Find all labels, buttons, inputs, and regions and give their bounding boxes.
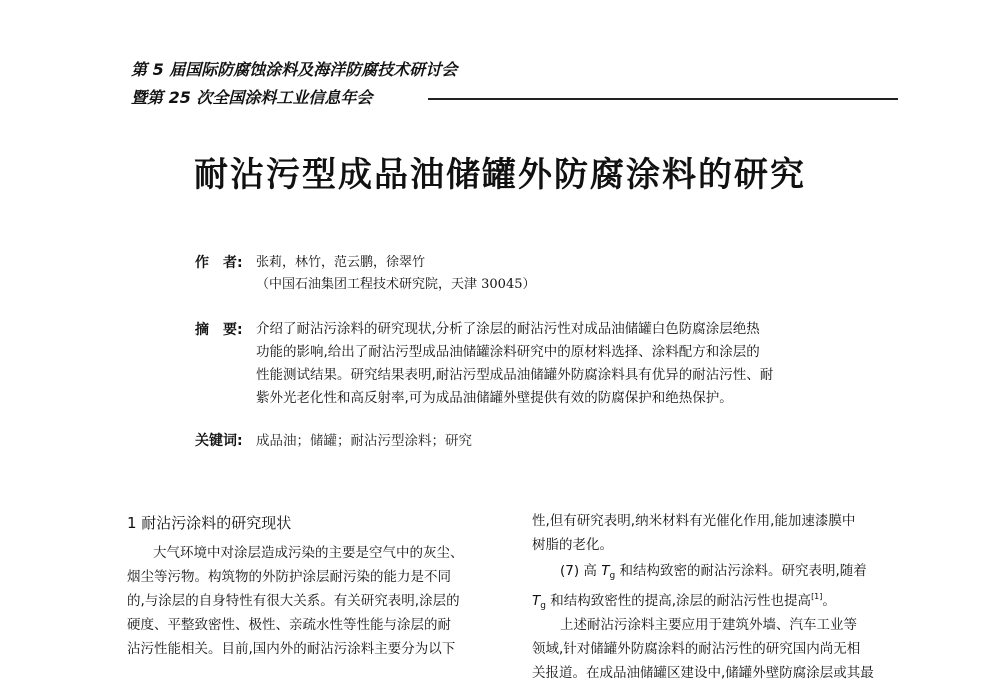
- paragraph-line: 领域,针对储罐外防腐涂料的耐沾污性的研究国内尚无相: [532, 641, 861, 657]
- paragraph-line: 硬度、平整致密性、极性、亲疏水性等性能与涂层的耐: [127, 617, 451, 633]
- paragraph-line: 烟尘等污物。构筑物的外防护涂层耐污染的能力是不同: [127, 569, 451, 585]
- tg-symbol: T: [601, 563, 610, 579]
- abstract-line: 介绍了耐沾污涂料的研究现状,分析了涂层的耐沾污性对成品油储罐白色防腐涂层绝热: [256, 321, 760, 337]
- left-column: [127, 542, 501, 670]
- header-divider: [428, 98, 898, 100]
- paragraph-line: 性,但有研究表明,纳米材料有光催化作用,能加速漆膜中: [532, 513, 856, 529]
- citation: [1]: [811, 592, 823, 601]
- paragraph-line: 关报道。在成品油储罐区建设中,储罐外壁防腐涂层或其最: [532, 665, 874, 681]
- paper-title: 耐沾污型成品油储罐外防腐涂料的研究: [194, 155, 806, 195]
- paragraph-line: 树脂的老化。: [532, 537, 613, 553]
- paragraph-line-item7-cont: [532, 586, 836, 617]
- citation-end: 。: [822, 593, 836, 609]
- abstract-line: 性能测试结果。研究结果表明,耐沾污型成品油储罐外防腐涂料具有优异的耐沾污性、耐: [256, 367, 774, 383]
- abstract-label: 摘 要:: [195, 322, 243, 338]
- paragraph-line: 上述耐沾污涂料主要应用于建筑外墙、汽车工业等: [560, 617, 857, 633]
- paragraph-line-item7: [560, 560, 867, 587]
- paragraph-line: 的,与涂层的自身特性有很大关系。有关研究表明,涂层的: [127, 593, 460, 609]
- tg-subscript: g: [609, 571, 616, 581]
- paragraph-line: 大气环境中对涂层造成污染的主要是空气中的灰尘、: [153, 545, 464, 561]
- author-affiliation: （中国石油集团工程技术研究院，天津 30045）: [256, 277, 536, 292]
- tg-subscript: g: [540, 601, 546, 611]
- item7-line2-suffix: 和结构致密性的提高,涂层的耐沾污性也提高: [545, 593, 812, 609]
- abstract-line: 紫外光老化性和高反射率,可为成品油储罐外壁提供有效的防腐保护和绝热保护。: [256, 390, 733, 406]
- right-column: [532, 510, 902, 681]
- authors-label: 作 者:: [195, 255, 243, 271]
- abstract-line: 功能的影响,给出了耐沾污型成品油储罐涂料研究中的原材料选择、涂料配方和涂层的: [256, 344, 760, 360]
- keywords-label: 关键词:: [195, 433, 243, 449]
- item7-suffix: 和结构致密的耐沾污涂料。研究表明,随着: [615, 563, 867, 579]
- tg-symbol: T: [532, 593, 541, 609]
- author-names: 张莉，林竹，范云鹏，徐翠竹: [256, 255, 426, 270]
- keywords-text: 成品油；储罐；耐沾污型涂料；研究: [256, 433, 472, 449]
- section-1-heading: 1 耐沾污涂料的研究现状: [127, 514, 292, 532]
- item7-prefix: (7) 高: [560, 563, 602, 579]
- conference-title-line1: 第 5 届国际防腐蚀涂料及海洋防腐技术研讨会: [131, 60, 458, 79]
- paragraph-line: 沾污性能相关。目前,国内外的耐沾污涂料主要分为以下: [127, 641, 456, 657]
- conference-title-line2: 暨第 25 次全国涂料工业信息年会: [131, 88, 373, 107]
